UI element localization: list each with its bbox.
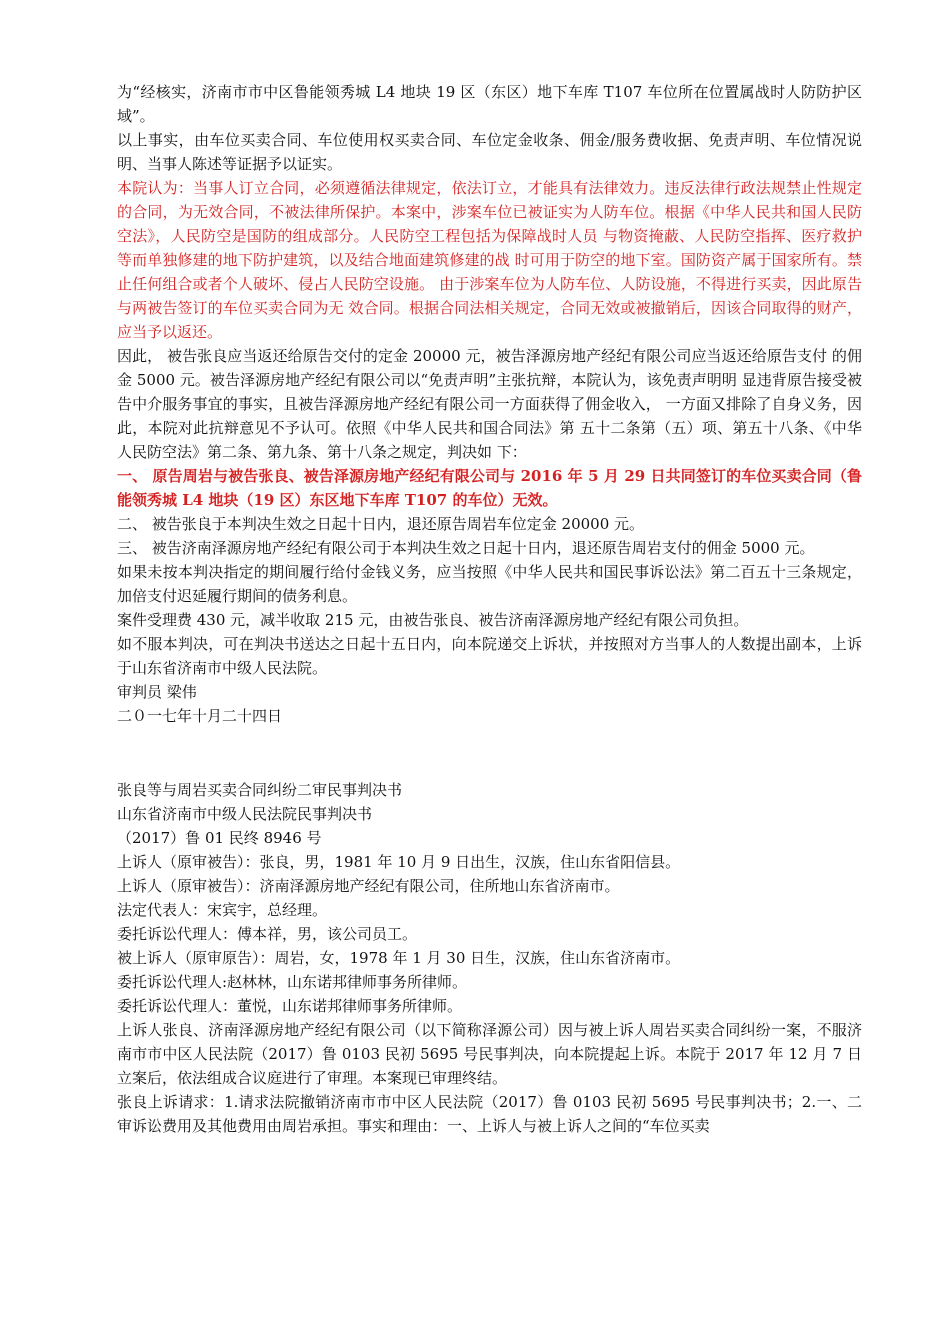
party-appellant-1: 上诉人（原审被告）：张良，男，1981 年 10 月 9 日出生，汉族，住山东省阳信县。 (117, 853, 681, 871)
party-appellant-2: 上诉人（原审被告）：济南泽源房地产经纪有限公司，住所地山东省济南市。 (117, 877, 620, 895)
section-spacer (117, 728, 862, 778)
paragraph-fact-verification: 为“经核实，济南市市中区鲁能领秀城 L4 地块 19 区（东区）地下车库 T107 车位所在位置属战时人防防护区域”。 (117, 83, 862, 125)
document-page (117, 80, 862, 1138)
party-agent-1: 委托诉讼代理人：傅本祥，男，该公司员工。 (117, 925, 418, 943)
judge-signature: 审判员 梁伟 (117, 683, 197, 701)
paragraph-appeal-notice: 如不服本判决，可在判决书送达之日起十五日内，向本院递交上诉状，并按照对方当事人的人数提出副本，上诉于山东省济南市中级人民法院。 (117, 635, 862, 677)
second-doc-court: 山东省济南市中级人民法院民事判决书 (117, 805, 373, 823)
second-doc-case-number: （2017）鲁 01 民终 8946 号 (117, 829, 322, 847)
paragraph-appeal-request: 张良上诉请求：1.请求法院撤销济南市市中区人民法院（2017）鲁 0103 民初 5695 号民事判决书；2.一、二审诉讼费用及其他费用由周岩承担。事实和理由：一、上诉人与被上诉人之间的“车位买卖 (117, 1093, 862, 1135)
party-agent-2: 委托诉讼代理人:赵林林，山东诺邦律师事务所律师。 (117, 973, 468, 991)
party-appellee: 被上诉人（原审原告）：周岩，女，1978 年 1 月 30 日生，汉族，住山东省济南市。 (117, 949, 681, 967)
paragraph-evidence: 以上事实，由车位买卖合同、车位使用权买卖合同、车位定金收条、佣金/服务费收据、免责声明、车位情况说明、当事人陈述等证据予以证实。 (117, 131, 862, 173)
second-doc-title: 张良等与周岩买卖合同纠纷二审民事判决书 (117, 781, 403, 799)
paragraph-late-payment: 如果未按本判决指定的期间履行给付金钱义务，应当按照《中华人民共和国民事诉讼法》第二百五十三条规定，加倍支付迟延履行期间的债务利息。 (117, 563, 862, 605)
paragraph-case-fee: 案件受理费 430 元，减半收取 215 元，由被告张良、被告济南泽源房地产经纪有限公司负担。 (117, 611, 749, 629)
judgment-date: 二０一七年十月二十四日 (117, 707, 283, 725)
paragraph-court-opinion: 本院认为：当事人订立合同，必须遵循法律规定，依法订立，才能具有法律效力。违反法律行政法规禁止性规定的合同，为无效合同，不被法律所保护。本案中，涉案车位已被证实为人防车位。根据《中华人民共和国人民防空法》，人民防空是国防的组成部分。人民防空工程包括为保障战时人员 与物资掩蔽、人民防空指挥、医疗救护等而单独修建的地下防护建筑，以及结合地面建筑修建的战 时可用于防空的地下室。国防资产属于国家所有。禁止任何组合或者个人破坏、侵占人民防空设施。 由于涉案车位为人防车位、人防设施，不得进行买卖，因此原告与两被告签订的车位买卖合同为无 效合同。根据合同法相关规定，合同无效或被撤销后，因该合同取得的财产，应当予以返还。 (117, 179, 862, 341)
paragraph-therefore: 因此， 被告张良应当返还给原告交付的定金 20000 元，被告泽源房地产经纪有限公司应当返还给原告支付 的佣金 5000 元。被告泽源房地产经纪有限公司以“免责声明”主张抗辩，本院认为，该免责声明明 显违背原告接受被告中介服务事宜的事实，且被告泽源房地产经纪有限公司一方面获得了佣金收入， 一方面又排除了自身义务，因此，本院对此抗辩意见不予认可。依照《中华人民共和国合同法》第 五十二条第（五）项、第五十八条、《中华人民防空法》第二条、第九条、第十八条之规定，判决如 下： (117, 347, 862, 461)
party-legal-representative: 法定代表人：宋宾宇，总经理。 (117, 901, 328, 919)
judgment-item-1: 一、 原告周岩与被告张良、被告泽源房地产经纪有限公司与 2016 年 5 月 29 日共同签订的车位买卖合同（鲁能领秀城 L4 地块（19 区）东区地下车库 T107 的车位）无效。 (117, 467, 862, 509)
paragraph-case-intro: 上诉人张良、济南泽源房地产经纪有限公司（以下简称泽源公司）因与被上诉人周岩买卖合同纠纷一案，不服济南市市中区人民法院（2017）鲁 0103 民初 5695 号民事判决，向本院提起上诉。本院于 2017 年 12 月 7 日立案后，依法组成合议庭进行了审理。本案现已审理终结。 (117, 1021, 862, 1087)
party-agent-3: 委托诉讼代理人：董悦，山东诺邦律师事务所律师。 (117, 997, 463, 1015)
judgment-item-3: 三、 被告济南泽源房地产经纪有限公司于本判决生效之日起十日内，退还原告周岩支付的佣金 5000 元。 (117, 539, 815, 557)
judgment-item-2: 二、 被告张良于本判决生效之日起十日内，退还原告周岩车位定金 20000 元。 (117, 515, 645, 533)
